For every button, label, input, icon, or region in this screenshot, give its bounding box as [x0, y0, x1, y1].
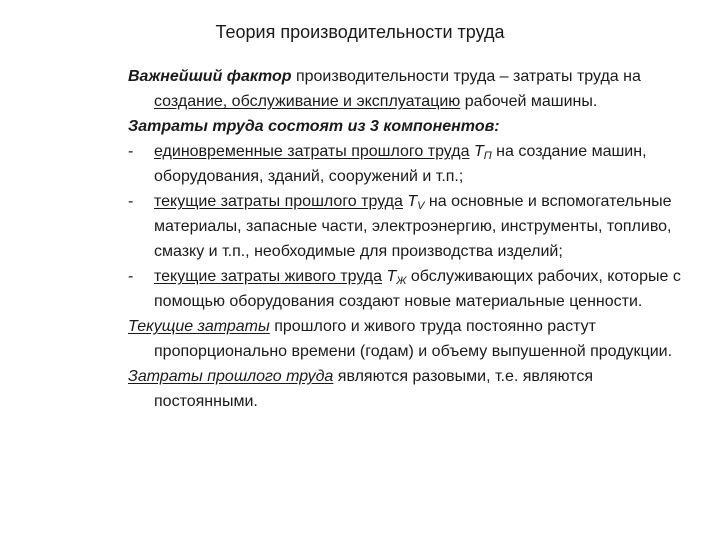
current-costs-lead: Текущие затраты: [128, 318, 270, 335]
list-dash: -: [128, 193, 134, 210]
slide-title: Теория производительности труда: [215, 22, 505, 42]
list-item-term: единовременные затраты прошлого труда: [154, 143, 470, 160]
past-labor-text: являются разовыми, т.е. являются постоянными.: [154, 368, 594, 410]
list-item: [128, 189, 693, 264]
list-item: [128, 264, 693, 314]
list-item-term: текущие затраты прошлого труда: [154, 193, 403, 210]
list-dash: -: [128, 268, 134, 285]
paragraph-current-costs: [128, 314, 693, 364]
list-item-subscript: П: [483, 150, 492, 162]
list-item-symbol: $T_Ж$: [386, 268, 407, 287]
current-costs-text: прошлого и живого труда постоянно растут пропорционально времени (годам) и объему выпушенной продукции.: [154, 318, 673, 360]
main-factor-text-a: производительности труда – затраты труда на: [291, 68, 641, 85]
list-item-rest: обслуживающих рабочих, которые с помощью оборудования создают новые материальные ценности.: [154, 268, 681, 310]
slide-body: [128, 64, 693, 414]
main-factor-underlined: создание, обслуживание и эксплуатацию: [154, 93, 461, 110]
paragraph-past-labor: [128, 364, 693, 414]
paragraph-main-factor: [128, 64, 693, 114]
list-item-subscript: V: [417, 200, 425, 212]
list-item-term: текущие затраты живого труда: [154, 268, 383, 285]
list-item-subscript: Ж: [396, 275, 407, 287]
list-item-rest: на основные и вспомогательные материалы, запасные части, электроэнергию, инструменты, топливо, смазку и т.п., необходимые для производства изделий;: [154, 193, 672, 260]
list-item-symbol: $T_V$: [407, 193, 425, 212]
list-dash: -: [128, 143, 134, 160]
list-item: [128, 139, 693, 189]
list-item-rest: на создание машин, оборудования, зданий, сооружений и т.п.;: [154, 143, 647, 185]
main-factor-text-b: рабочей машины.: [460, 93, 598, 110]
main-factor-lead: Важнейший фактор: [128, 68, 292, 85]
paragraph-components-heading: Затраты труда состоят из 3 компонентов:: [128, 118, 500, 135]
list-item-symbol: $T_П$: [473, 143, 492, 162]
past-labor-lead: Затраты прошлого труда: [128, 368, 334, 385]
